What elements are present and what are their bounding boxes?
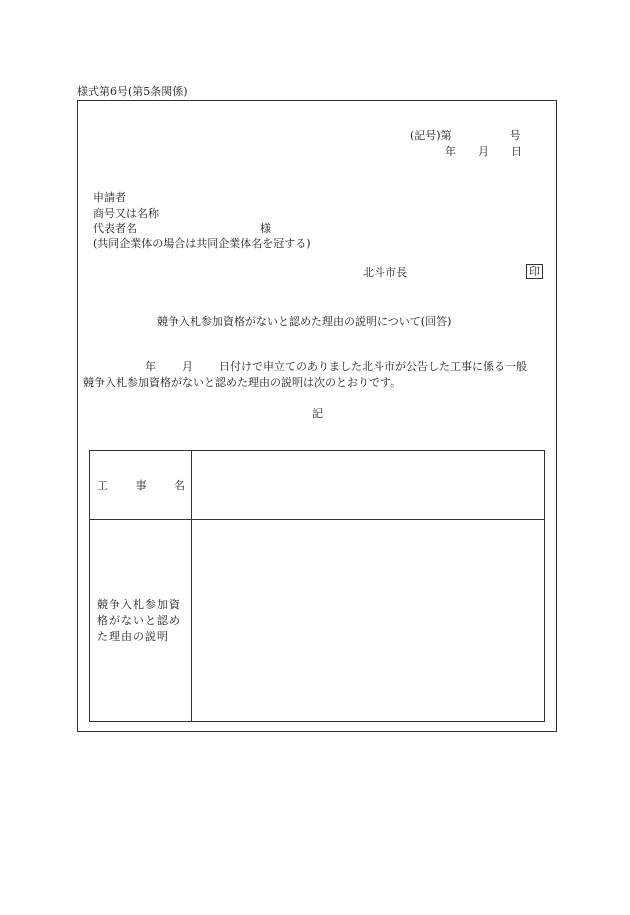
construction-name-value (192, 451, 545, 520)
construction-name-label (90, 451, 192, 520)
body-text-line2: 競争入札参加資格がないと認めた理由の説明は次のとおりです。 (83, 376, 402, 389)
ki-heading: 記 (312, 407, 323, 420)
detail-table (89, 450, 545, 722)
table-row-construction-name (90, 451, 545, 520)
issuer-name: 北斗市長 (363, 266, 407, 279)
reason-label-cell (90, 520, 192, 722)
honorific-sama: 様 (260, 222, 271, 235)
ref-suffix: 号 (509, 129, 521, 142)
applicant-label: 申請者 (93, 191, 126, 204)
joint-venture-note: (共同企業体の場合は共同企業体名を冠する) (93, 237, 311, 250)
body-month: 月 (182, 360, 193, 373)
form-number-label: 様式第6号(第5条関係) (77, 85, 188, 98)
document-title: 競争入札参加資格がないと認めた理由の説明について(回答) (157, 315, 452, 328)
representative-label: 代表者名 (93, 222, 137, 235)
date-year: 年 (445, 145, 456, 158)
seal-mark: 印 (526, 264, 543, 279)
body-text-line1 (145, 361, 527, 372)
name-char-2: 事 (135, 478, 147, 492)
date-day: 日 (511, 145, 522, 158)
reference-number (410, 130, 521, 141)
body-year: 年 (145, 360, 156, 373)
issue-date (445, 146, 522, 157)
date-month: 月 (478, 145, 489, 158)
table-row-reason (90, 520, 545, 722)
name-char-3: 名 (174, 478, 185, 492)
company-name-label: 商号又は名称 (93, 207, 159, 220)
ref-prefix: (記号)第 (410, 129, 452, 142)
name-char-1: 工 (97, 478, 108, 492)
reason-label: 競争入札参加資格がないと認めた理由の説明 (97, 597, 181, 643)
reason-value (192, 520, 545, 722)
body-line1-rest: 日付けで申立てのありました北斗市が公告した工事に係る一般 (219, 360, 527, 373)
